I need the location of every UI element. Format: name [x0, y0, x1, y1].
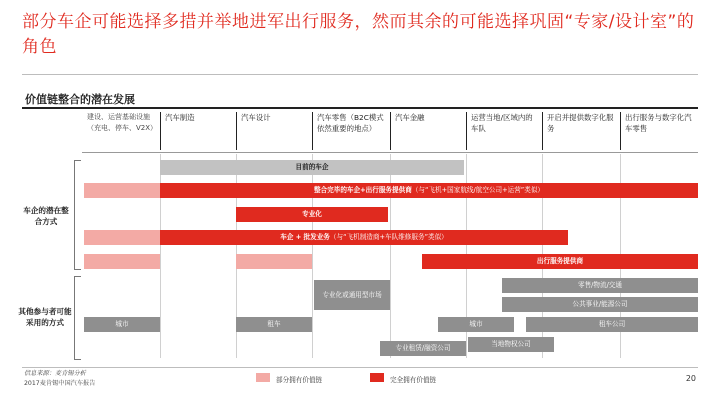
- bar-partial-infrastructure: [84, 230, 160, 245]
- source-line: 信息来源：麦肯锡分析: [24, 370, 86, 377]
- bar-carmaker-wholesale: [160, 230, 568, 245]
- bar-local-property-company: 当地物权公司: [468, 337, 554, 352]
- bar-integrated-note: （与“飞机+国家航线/航空公司+运营”类似）: [411, 186, 545, 194]
- bar-wholesale-note: （与“飞机制造商+车队维修服务”类似）: [329, 233, 448, 241]
- column-header-fleet: 运营当地/区域内的车队: [471, 113, 533, 133]
- column-separator: [542, 112, 543, 150]
- header-baseline: [82, 152, 698, 153]
- bar-car-rental: 租车: [236, 317, 312, 332]
- column-separator: [390, 112, 391, 150]
- bar-utility-energy: 公共事业/能源公司: [502, 297, 698, 312]
- report-name: 2017麦肯锡中国汽车报告: [24, 380, 96, 387]
- title-divider: [22, 74, 698, 75]
- column-header-retail: 汽车零售（B2C模式依然重要的地点）: [317, 113, 384, 133]
- source-note: [24, 369, 95, 389]
- column-separator: [160, 112, 161, 150]
- row-group-brace: [74, 160, 81, 270]
- bar-partial-design: [236, 254, 312, 269]
- column-separator: [466, 112, 467, 150]
- column-header-infrastructure: 建设、运营基础设施（充电、停车、V2X）: [87, 113, 158, 132]
- bar-specialist: 专业化: [236, 207, 388, 222]
- column-separator: [236, 112, 237, 150]
- bar-mobility-provider: 出行服务提供商: [422, 254, 698, 269]
- bar-integrated-carmaker: [160, 183, 698, 198]
- bar-wholesale-label: 车企 + 批发业务: [280, 233, 330, 241]
- bar-leasing-finance-company: 专业租赁/融资公司: [380, 341, 466, 356]
- bar-specialized-or-generic-market: 专业化或通用型市场: [314, 280, 390, 310]
- legend-label-full: 完全拥有价值链: [390, 376, 437, 384]
- footer-divider: [22, 367, 698, 368]
- bar-current-carmakers: 目前的车企: [160, 160, 464, 175]
- bar-city-fleet: 城市: [438, 317, 514, 332]
- bar-partial-infrastructure: [84, 183, 160, 198]
- bar-retail-logistics-transport: 零售/物流/交通: [502, 278, 698, 293]
- column-separator: [620, 112, 621, 150]
- section-title: 价值链整合的潜在发展: [25, 93, 135, 106]
- section-divider: [22, 107, 698, 109]
- legend-label-partial: 部分拥有价值链: [276, 376, 323, 384]
- column-separator: [312, 112, 313, 150]
- column-header-mobility: 出行服务与数字化汽车零售: [625, 113, 692, 133]
- row-group-brace: [74, 276, 81, 360]
- bar-city-infrastructure: 城市: [84, 317, 160, 332]
- row-group-carmakers-label: 车企的潜在整合方式: [23, 206, 69, 226]
- column-header-finance: 汽车金融: [395, 113, 425, 122]
- legend-swatch-full: [370, 373, 384, 382]
- page-title: 部分车企可能选择多措并举地进军出行服务，然而其余的可能选择巩固“专家/设计室”的角色: [22, 12, 695, 57]
- column-header-design: 汽车设计: [241, 113, 271, 122]
- legend-swatch-partial: [256, 373, 270, 382]
- row-group-others-label: 其他参与者可能采用的方式: [18, 307, 72, 327]
- bar-partial-infrastructure: [84, 254, 160, 269]
- column-header-manufacturing: 汽车制造: [165, 113, 195, 122]
- bar-rental-company: 租车公司: [526, 317, 698, 332]
- bar-integrated-label: 整合完毕的车企+出行服务提供商: [313, 186, 412, 194]
- page-number: 20: [685, 374, 696, 383]
- column-header-digital: 开启并提供数字化服务: [547, 113, 614, 133]
